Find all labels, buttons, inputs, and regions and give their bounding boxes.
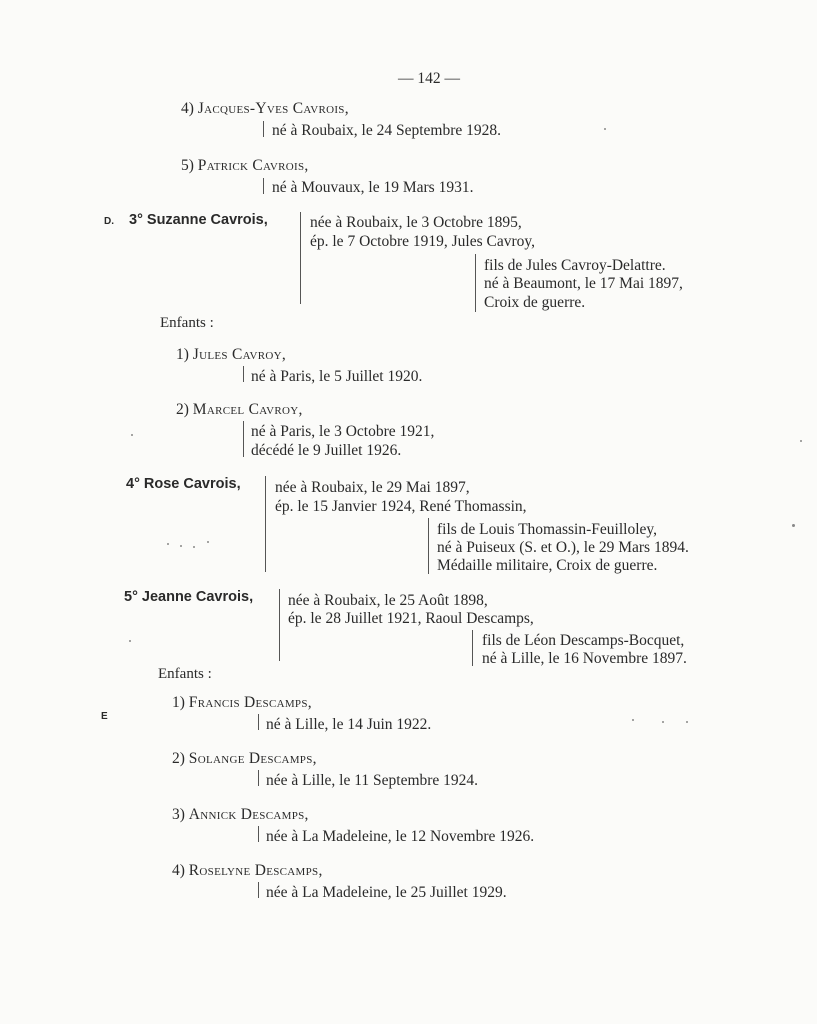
bracket-line <box>428 518 429 574</box>
entry-marcel: 2) Marcel Cavroy, <box>176 401 303 418</box>
bracket-line <box>265 476 266 572</box>
entry-jules: 1) Jules Cavroy, <box>176 346 287 363</box>
entry-number: 5) <box>181 157 194 174</box>
entry-number: 4) <box>181 100 194 117</box>
birth-detail: née à Roubaix, le 29 Mai 1897, <box>275 479 470 496</box>
bracket-line <box>258 882 259 898</box>
spouse-honour: Croix de guerre. <box>484 294 586 311</box>
scan-speck <box>604 128 606 130</box>
scan-speck <box>180 545 182 547</box>
scan-speck <box>800 440 802 442</box>
entry-patrick <box>181 157 309 174</box>
person-heading-suzanne: 3° Suzanne Cavrois, <box>129 212 268 228</box>
entry-francis: 1) Francis Descamps, <box>172 694 312 711</box>
person-heading-rose: 4° Rose Cavrois, <box>126 476 241 492</box>
birth-detail: née à La Madeleine, le 12 Novembre 1926. <box>266 828 535 845</box>
scan-speck <box>632 719 634 721</box>
entry-name: Jacques-Yves Cavrois, <box>197 100 349 117</box>
spouse-birth: né à Puiseux (S. et O.), le 29 Mars 1894. <box>437 539 689 556</box>
scan-speck <box>207 541 209 543</box>
scan-speck <box>167 543 169 545</box>
entry-name: Patrick Cavrois, <box>197 157 309 174</box>
bracket-line <box>258 826 259 842</box>
scan-speck <box>792 524 795 527</box>
bracket-line <box>279 589 280 661</box>
birth-detail: née à La Madeleine, le 25 Juillet 1929. <box>266 884 507 901</box>
scan-speck <box>686 721 688 723</box>
bracket-line <box>243 366 244 382</box>
spouse-parent: fils de Louis Thomassin-Feuilloley, <box>437 521 657 538</box>
birth-detail: née à Roubaix, le 3 Octobre 1895, <box>310 214 522 231</box>
birth-detail: né à Roubaix, le 24 Septembre 1928. <box>272 122 502 139</box>
bracket-line <box>475 254 476 312</box>
entry-jacques-yves <box>181 100 349 117</box>
birth-detail: né à Mouvaux, le 19 Mars 1931. <box>272 179 474 196</box>
bracket-line <box>258 770 259 786</box>
bracket-line <box>243 421 244 457</box>
person-heading-jeanne: 5° Jeanne Cavrois, <box>124 589 254 605</box>
birth-detail: née à Lille, le 11 Septembre 1924. <box>266 772 479 789</box>
spouse-birth: né à Beaumont, le 17 Mai 1897, <box>484 275 683 292</box>
spouse-birth: né à Lille, le 16 Novembre 1897. <box>482 650 687 667</box>
spouse-parent: fils de Léon Descamps-Bocquet, <box>482 632 685 649</box>
bracket-line <box>263 121 264 137</box>
marriage-detail: ép. le 7 Octobre 1919, Jules Cavroy, <box>310 233 535 250</box>
birth-detail: né à Paris, le 5 Juillet 1920. <box>251 368 423 385</box>
enfants-label: Enfants : <box>158 666 212 682</box>
bracket-line <box>258 714 259 730</box>
death-detail: décédé le 9 Juillet 1926. <box>251 442 402 459</box>
entry-annick: 3) Annick Descamps, <box>172 806 309 823</box>
entry-roselyne: 4) Roselyne Descamps, <box>172 862 323 879</box>
marriage-detail: ép. le 28 Juillet 1921, Raoul Descamps, <box>288 610 534 627</box>
scan-speck <box>193 546 195 548</box>
bracket-line <box>472 630 473 666</box>
marriage-detail: ép. le 15 Janvier 1924, René Thomassin, <box>275 498 527 515</box>
margin-letter-d: D. <box>104 216 114 227</box>
spouse-parent: fils de Jules Cavroy-Delattre. <box>484 257 666 274</box>
bracket-line <box>263 178 264 194</box>
birth-detail: née à Roubaix, le 25 Août 1898, <box>288 592 488 609</box>
birth-detail: né à Paris, le 3 Octobre 1921, <box>251 423 435 440</box>
scan-speck <box>131 434 133 436</box>
margin-letter-e: E <box>101 711 108 722</box>
scan-speck <box>129 640 131 642</box>
entry-solange: 2) Solange Descamps, <box>172 750 317 767</box>
scan-speck <box>662 721 664 723</box>
spouse-honour: Médaille militaire, Croix de guerre. <box>437 557 658 574</box>
bracket-line <box>300 212 301 304</box>
page-number: — 142 — <box>398 70 460 87</box>
enfants-label: Enfants : <box>160 315 214 331</box>
birth-detail: né à Lille, le 14 Juin 1922. <box>266 716 432 733</box>
